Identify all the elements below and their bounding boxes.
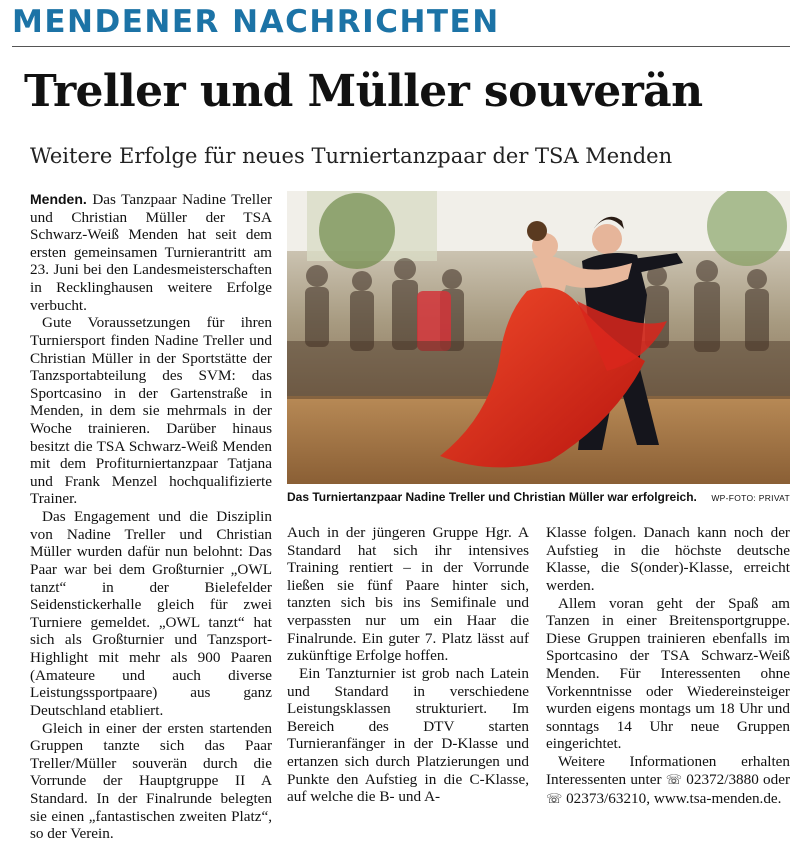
phone-number: 02372/3880 bbox=[686, 770, 759, 788]
dance-photo-illustration bbox=[287, 191, 790, 484]
photo-caption bbox=[287, 489, 790, 505]
article-column-2 bbox=[287, 524, 529, 806]
article-column-3 bbox=[546, 524, 790, 808]
phone-icon: ☏ bbox=[546, 791, 563, 807]
article-column-1 bbox=[30, 191, 272, 843]
paragraph: Menden. Das Tanzpaar Nadine Treller und Christian Müller der TSA Schwarz-Weiß Menden hat seit dem ersten gemeinsamen Turnierantritt am 23. Juni bei den Landesmeisterschaften in Recklinghausen weitere Erfolge verbucht. bbox=[30, 191, 273, 314]
paragraph: Gleich in einer der ersten startenden Gruppen tanzte sich das Paar Treller/Müller souverän durch die Vorrunde der Hauptgruppe II A Standard. In der Finalrunde belegten sie einen „fantastischen zweiten Platz“, so der Verein. bbox=[30, 719, 272, 843]
dateline: Menden. bbox=[30, 191, 87, 207]
phone-number: 02373/63210 bbox=[566, 789, 647, 807]
masthead: MENDENER NACHRICHTEN bbox=[12, 4, 500, 40]
paragraph: Das Engagement und die Disziplin von Nadine Treller und Christian Müller wurden dafür nun belohnt: Das Paar war bei dem Großturnier „OWL tanzt“ in der Bielefelder Seidenstickerhalle gleich für zwei Turniere gemeldet. „OWL tanzt“ hat sich als Großturnier und Tanzsport-Highlight mit mehr als 900 Paaren (Amateure und auch diverse Leistungssportpaare) aus ganz Deutschland etabliert. bbox=[30, 508, 272, 719]
headline: Treller und Müller souverän bbox=[24, 66, 703, 117]
paragraph-contact: Weitere Informationen erhalten Interessenten unter ☏ 02372/3880 oder ☏ 02373/63210, www.tsa-menden.de. bbox=[546, 753, 791, 807]
masthead-rule bbox=[12, 46, 790, 47]
paragraph: Ein Tanzturnier ist grob nach Latein und Standard in verschiedene Leistungsklassen strukturiert. Im Bereich des DTV starten Turnieranfänger in der D-Klasse und ertanzen sich durch Platzierungen und Punkte den Aufstieg in die C-Klasse, auf welche die B- und A- bbox=[287, 665, 529, 806]
dance-photo bbox=[287, 191, 790, 484]
subheadline: Weitere Erfolge für neues Turniertanzpaar der TSA Menden bbox=[30, 144, 673, 168]
paragraph: Gute Voraussetzungen für ihren Turniersport finden Nadine Treller und Christian Müller in der Sportstätte der Tanzsportabteilung des SVM: das Sportcasino in der Gartenstraße in Menden, in dem sie mehrmals in der Woche trainieren. Darüber hinaus besitzt die TSA Schwarz-Weiß Menden mit dem Profiturniertanzpaar Tatjana und Frank Menzel hochqualifizierte Trainer. bbox=[30, 314, 272, 508]
website-link[interactable]: www.tsa-menden.de. bbox=[653, 789, 782, 807]
photo-credit: WP-FOTO: PRIVAT bbox=[711, 493, 790, 503]
paragraph: Auch in der jüngeren Gruppe Hgr. A Standard hat sich ihr intensives Training rentiert – in der Vorrunde ließen sie fünf Paare hinter sich, tanzten sich bis ins Semifinale und verpassten nur um ein Haar die Finalrunde. Ein guter 7. Platz lässt auf zukünftige Erfolge hoffen. bbox=[287, 524, 529, 665]
phone-icon: ☏ bbox=[665, 772, 683, 788]
paragraph: Klasse folgen. Danach kann noch der Aufstieg in die höchste deutsche Klasse, die S(onder)-Klasse, erreicht werden. bbox=[546, 524, 790, 594]
paragraph: Allem voran geht der Spaß am Tanzen in einer Breitensportgruppe. Diese Gruppen trainieren ebenfalls im Sportcasino der TSA Schwarz-Weiß Menden. Für Interessenten ohne Vorkenntnisse oder Wiedereinsteiger wurden eigens montags um 18 Uhr und sonntags 14 Uhr neue Gruppen eingerichtet. bbox=[546, 594, 790, 753]
caption-text: Das Turniertanzpaar Nadine Treller und Christian Müller war erfolgreich. bbox=[287, 490, 697, 504]
